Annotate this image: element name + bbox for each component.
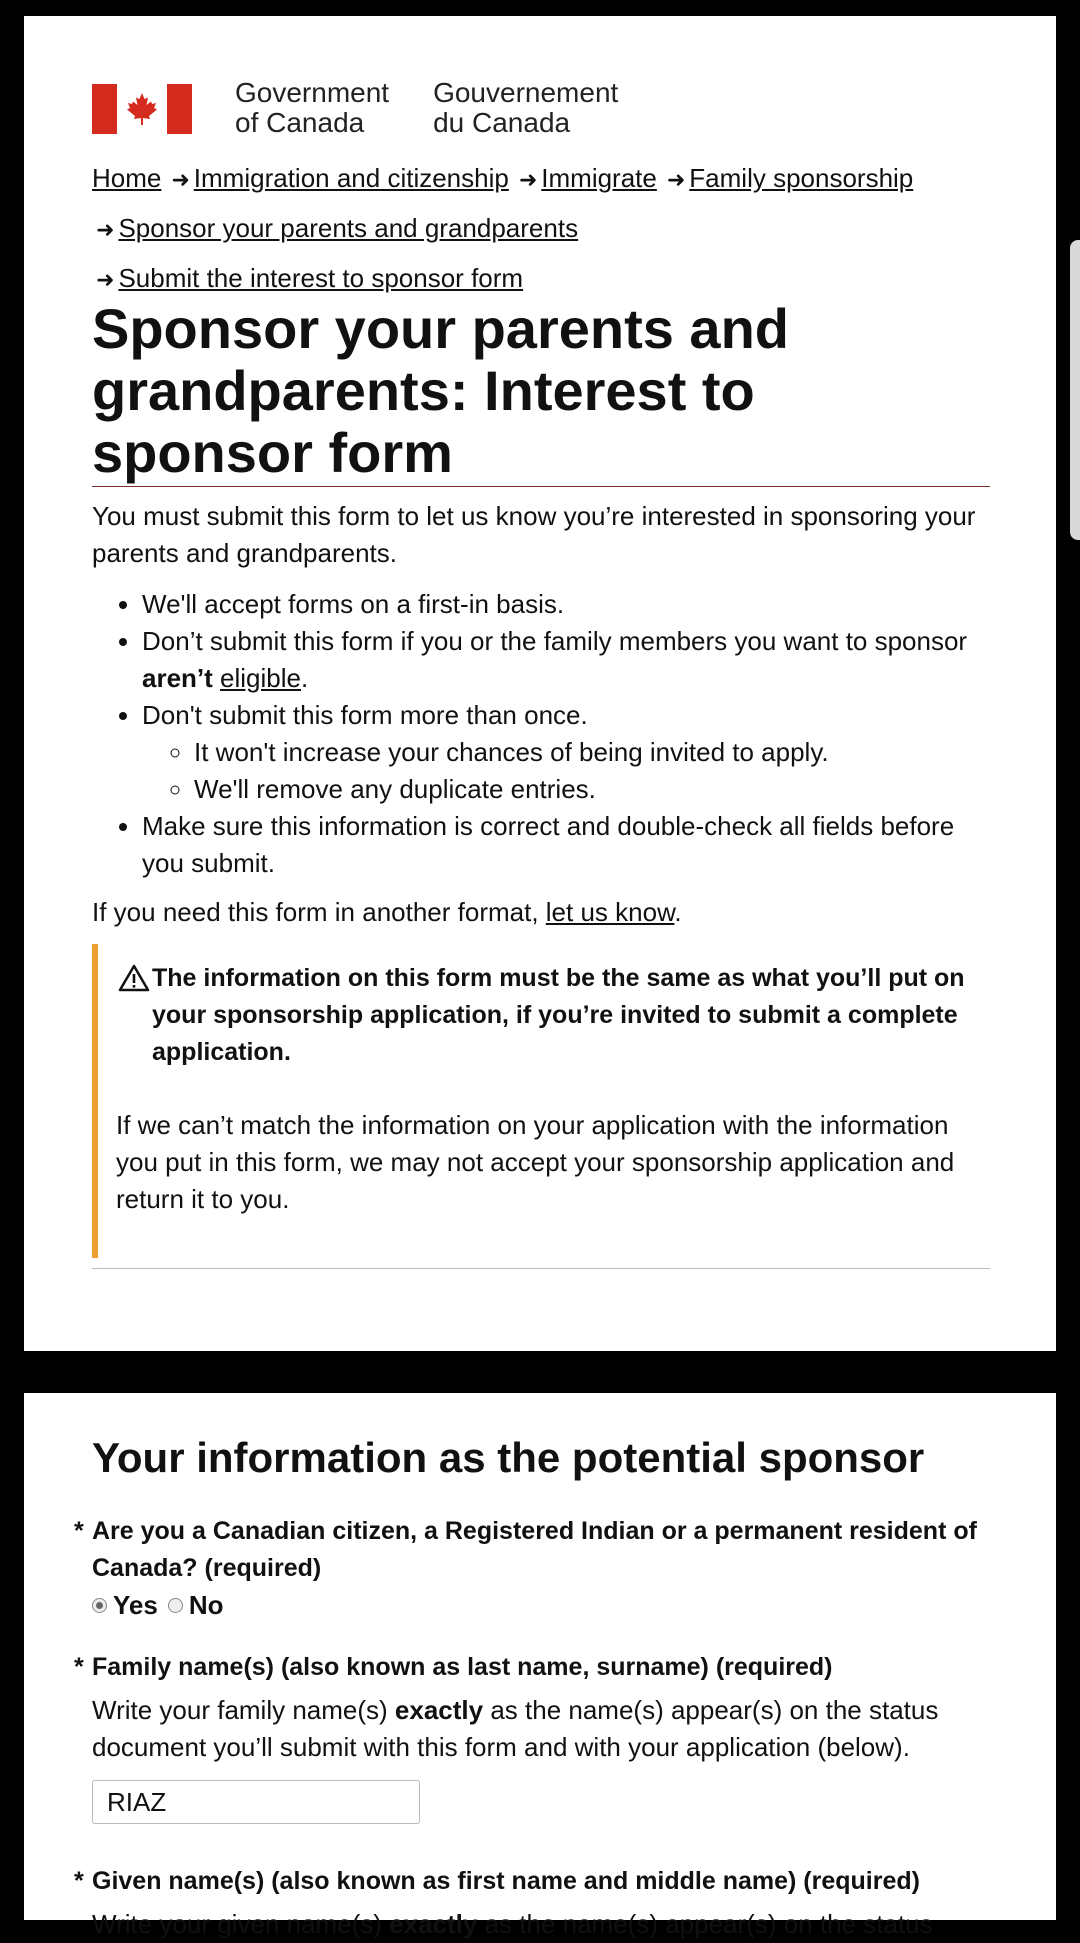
hint-emphasis: exactly <box>394 1695 484 1725</box>
page-title: Sponsor your parents and grandparents: Interest to sponsor form <box>92 297 789 484</box>
sub-list-item: ◦ We'll remove any duplicate entries. <box>194 771 990 808</box>
instructions-list <box>92 586 990 882</box>
main-content-card <box>24 16 1056 1351</box>
intro-paragraph: You must submit this form to let us know you’re interested in sponsoring your parents and grandparents. <box>92 501 976 568</box>
signature-fr-line1: Gouvernement <box>433 77 619 108</box>
warning-icon <box>116 964 152 992</box>
format-text: If you need this form in another format, <box>92 897 546 927</box>
hint-text: Write your family name(s) <box>92 1695 395 1725</box>
list-item: • Make sure this information is correct and double-check all fields before you submit. <box>142 808 990 882</box>
eligible-link[interactable]: eligible <box>220 663 301 693</box>
arrow-right-icon: ➜ <box>666 167 686 192</box>
list-item-emphasis: aren’t <box>142 663 213 693</box>
list-item-text: Don’t submit this form if you or the family members you want to sponsor <box>142 626 968 656</box>
government-header <box>92 68 990 138</box>
arrow-right-icon: ➜ <box>96 217 115 242</box>
alert-heading-text: The information on this form must be the same as what you’ll put on your sponsorship application, if you’re invited to submit a complete application. <box>152 964 965 1066</box>
breadcrumb <box>92 154 990 304</box>
status-question-label: Are you a Canadian citizen, a Registered Indian or a permanent resident of Canada? (required) <box>92 1517 977 1582</box>
status-question-field <box>74 1513 996 1624</box>
signature-en-line1: Government <box>235 77 390 108</box>
hint-text: as the name(s) appear(s) on the status <box>477 1909 933 1939</box>
list-item-punct: . <box>301 663 309 693</box>
alert-body: If we can’t match the information on your application with the information you put in this form, we may not accept your sponsorship application and return it to you. <box>116 1110 955 1214</box>
arrow-right-icon: ➜ <box>518 167 538 192</box>
alternate-format-paragraph <box>92 894 990 931</box>
breadcrumb-immigrate[interactable]: Immigrate <box>541 163 657 193</box>
hint-text: as the name(s) appear(s) on the status document you’ll submit with this form and with your application (below). <box>92 1695 939 1762</box>
breadcrumb-home[interactable]: Home <box>92 163 162 193</box>
sub-list-item: ◦ It won't increase your chances of being invited to apply. <box>194 734 990 771</box>
hint-emphasis: exactly <box>389 1909 478 1939</box>
scrollbar[interactable] <box>1070 240 1080 540</box>
list-item <box>142 623 990 697</box>
given-name-hint <box>92 1906 996 1943</box>
arrow-right-icon: ➜ <box>96 267 115 292</box>
family-name-field <box>74 1649 996 1824</box>
breadcrumb-immigration-citizenship[interactable]: Immigration and citizenship <box>193 163 509 193</box>
list-item: • We'll accept forms on a first-in basis. <box>142 586 990 623</box>
signature-fr-line2: du Canada <box>433 107 571 138</box>
hint-text: Write your given name(s) <box>92 1909 390 1939</box>
let-us-know-link[interactable]: let us know <box>545 897 675 927</box>
given-name-label: Given name(s) (also known as first name and middle name) (required) <box>92 1867 920 1895</box>
arrow-right-icon: ➜ <box>171 167 190 192</box>
required-marker: * <box>74 1867 84 1895</box>
no-label[interactable]: No <box>188 1590 224 1620</box>
canada-flag-logo[interactable] <box>92 84 192 134</box>
maple-leaf-icon <box>124 91 160 127</box>
section-title: Your information as the potential sponsor <box>92 1434 925 1481</box>
title-divider <box>92 486 990 487</box>
family-name-input[interactable] <box>92 1780 420 1824</box>
family-name-label: Family name(s) (also known as last name, surname) (required) <box>92 1653 833 1681</box>
breadcrumb-sponsor-parents[interactable]: Sponsor your parents and grandparents <box>118 213 579 243</box>
breadcrumb-submit-interest-form[interactable]: Submit the interest to sponsor form <box>118 263 524 293</box>
signature-en-line2: of Canada <box>235 107 365 138</box>
signature-english <box>235 78 389 138</box>
given-name-field <box>74 1863 996 1943</box>
status-radio-group <box>92 1587 996 1624</box>
breadcrumb-family-sponsorship[interactable]: Family sponsorship <box>689 163 914 193</box>
yes-label[interactable]: Yes <box>113 1590 158 1620</box>
list-item <box>142 697 990 808</box>
required-marker: * <box>74 1517 84 1545</box>
no-radio[interactable] <box>168 1598 183 1613</box>
signature-french <box>433 78 618 138</box>
required-marker: * <box>74 1653 84 1681</box>
alert-heading <box>116 944 990 1071</box>
intro-content <box>92 498 990 931</box>
yes-radio[interactable] <box>92 1598 107 1613</box>
format-punct: . <box>674 897 682 927</box>
family-name-hint <box>92 1692 996 1766</box>
sub-list <box>142 734 990 808</box>
list-item-text: Don't submit this form more than once. <box>142 700 588 730</box>
warning-alert <box>92 944 990 1258</box>
section-divider <box>92 1268 990 1269</box>
form-card <box>24 1393 1056 1939</box>
